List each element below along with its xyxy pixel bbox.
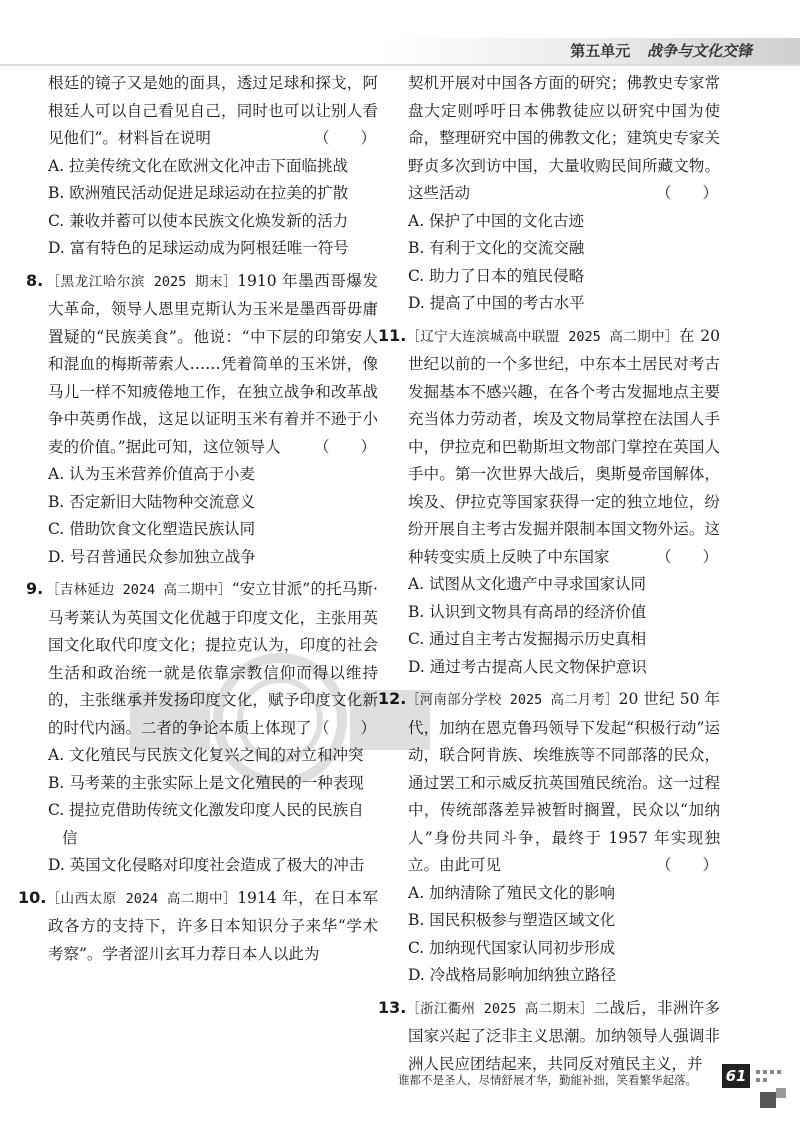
question-10 [18,884,378,969]
question-source: ［吉林延边 2024 高二期中］ [46,582,232,598]
option-c: C. 加纳现代国家认同初步形成 [408,938,616,957]
corner-decoration [756,1068,786,1108]
option-c: C. 提拉克借助传统文化激发印度人民的民族自信 [48,801,364,847]
unit-label: 第五单元 [570,42,631,60]
option-d: D. 提高了中国的考古水平 [408,294,585,312]
footer-motto: 谁都不是圣人，尽情舒展才华，勤能补拙，笑看繁华起落。 [398,1073,697,1087]
question-text: “安立甘派”的托马斯·马考莱认为英国文化优越于印度文化，主张用英国文化取代印度文化；提拉克认为，印度的社会生活和政治统一就是依靠宗教信仰而得以维持的，主张继承并发扬印度文化，赋予印度文化新的时代内涵。二者的争论本质上体现了 [48,580,378,737]
question-source: ［黑龙江哈尔滨 2025 期末］ [46,273,238,290]
question-source: ［河南部分学校 2025 高二月考］ [406,692,619,708]
answer-paren: （ ） [313,129,376,147]
option-b: B. 欧洲殖民活动促进足球运动在拉美的扩散 [48,184,349,202]
option-b: B. 国民积极参与塑造区域文化 [408,911,616,929]
page-header [0,0,800,68]
q7-tail-text: 根廷的镜子又是她的面具，透过足球和探戈，阿根廷人可以自己看见自己，同时也可以让别人看见他们”。材料旨在说明 [48,74,378,147]
q8-options [48,461,378,571]
option-a: A. 加纳清除了殖民文化的影响 [408,883,616,902]
option-a: A. 试图从文化遗产中寻求国家认同 [408,575,647,593]
answer-paren: （ ） [655,184,718,202]
option-d: D. 英国文化侵略对印度社会造成了极大的冲击 [48,856,365,874]
option-c: C. 通过自主考古发掘揭示历史真相 [408,630,647,648]
question-text: 20 世纪 50 年代，加纳在恩克鲁玛领导下发起“积极行动”运动，联合阿肯族、埃维族等不同部落的民众，通过罢工和示威反抗英国殖民统治。这一过程中，传统部落差异被暂时搁置，民众以“加纳人”身份共同斗争，最终于 1957 年实现独立。由此可见 [408,690,720,874]
option-b: B. 认识到文物具有高昂的经济价值 [408,602,647,621]
option-b: B. 有利于文化的交流交融 [408,239,585,257]
q12-options [408,880,720,990]
question-source: ［山西太原 2024 高二期中］ [46,890,238,907]
question-number: 10. [18,887,47,907]
answer-paren: （ ） [313,718,376,737]
question-text: 二战后，非洲许多国家兴起了泛非主义思潮。加纳领导人强调非洲人民应团结起来，共同反对殖民主义，并 [408,998,720,1073]
question-number: 13. [378,997,407,1017]
option-c: C. 兼收并蓄可以使本民族文化焕发新的活力 [48,211,349,230]
answer-paren: （ ） [313,437,376,456]
option-a: A. 认为玉米营养价值高于小麦 [48,465,256,483]
question-source: ［浙江衢州 2025 高二期末］ [406,1000,594,1017]
option-c: C. 助力了日本的殖民侵略 [408,266,585,285]
question-number: 12. [378,689,407,708]
option-a: A. 拉美传统文化在欧洲文化冲击下面临挑战 [48,156,349,175]
q9-options [48,742,378,880]
option-a: A. 保护了中国的文化古迹 [408,211,585,230]
question-source: ［辽宁大连滨城高中联盟 2025 高二期中］ [406,328,679,345]
question-text [408,70,720,208]
option-d: D. 冷战格局影响加纳独立路径 [408,966,616,984]
page-number: 61 [722,1064,750,1088]
question-text: 在 20 世纪以前的一个多世纪，中东本土居民对考古发掘基本不感兴趣，在各个考古发掘地点主要充当体力劳动者，埃及文物局掌控在法国人手中，伊拉克和巴勒斯坦文物部门掌控在英国人手中。第一次世界大战后，奥斯曼帝国解体，埃及、伊拉克等国家获得一定的独立地位，纷纷开展自主考古发掘并限制本国文物外运。这种转变实质上反映了中东国家 [408,326,720,566]
option-a: A. 文化殖民与民族文化复兴之间的对立和冲突 [48,746,364,764]
option-d: D. 通过考古提高人民文物保护意识 [408,657,647,676]
option-d: D. 富有特色的足球运动成为阿根廷唯一符号 [48,239,349,257]
answer-paren: （ ） [655,856,718,874]
question-11 [378,322,720,572]
question-number: 8. [26,270,44,290]
q10-options [408,208,720,318]
unit-topic: 战争与文化交锋 [646,42,752,60]
right-column [378,70,720,1078]
question-text [48,70,378,153]
q10-tail-text: 契机开展对中国各方面的研究；佛教史专家常盘大定则呼吁日本佛教徒应以研究中国为使命，整理研究中国的佛教文化；建筑史专家关野贞多次到访中国，大量收购民间所藏文物。这些活动 [408,74,720,202]
q11-options [408,571,720,681]
question-text: 1910 年墨西哥爆发大革命，领导人恩里克斯认为玉米是墨西哥毋庸置疑的“民族美食”。他说：“中下层的印第安人和混血的梅斯蒂索人……凭着简单的玉米饼，像马儿一样不知疲倦地工作，在独立战争和改革战争中英勇作战，这足以证明玉米有着并不逊于小麦的价值。”据此可知，这位领导人 [48,271,378,456]
unit-title [570,40,752,61]
question-9 [26,575,378,742]
option-d: D. 号召普通民众参加独立战争 [48,547,256,566]
option-b: B. 马考莱的主张实际上是文化殖民的一种表现 [48,773,364,792]
question-text: 1914 年，在日本军政各方的支持下，许多日本知识分子来华“学术考察”。学者涩川玄耳力荐日本人以此为 [48,888,378,963]
question-number: 9. [26,579,44,598]
answer-paren: （ ） [655,547,718,566]
question-number: 11. [378,325,407,345]
option-b: B. 否定新旧大陆物种交流意义 [48,492,256,511]
left-column [18,70,378,968]
question-12 [378,685,720,880]
q7-options [48,153,378,263]
question-13 [378,994,720,1079]
option-c: C. 借助饮食文化塑造民族认同 [48,520,256,538]
question-8 [26,267,378,462]
